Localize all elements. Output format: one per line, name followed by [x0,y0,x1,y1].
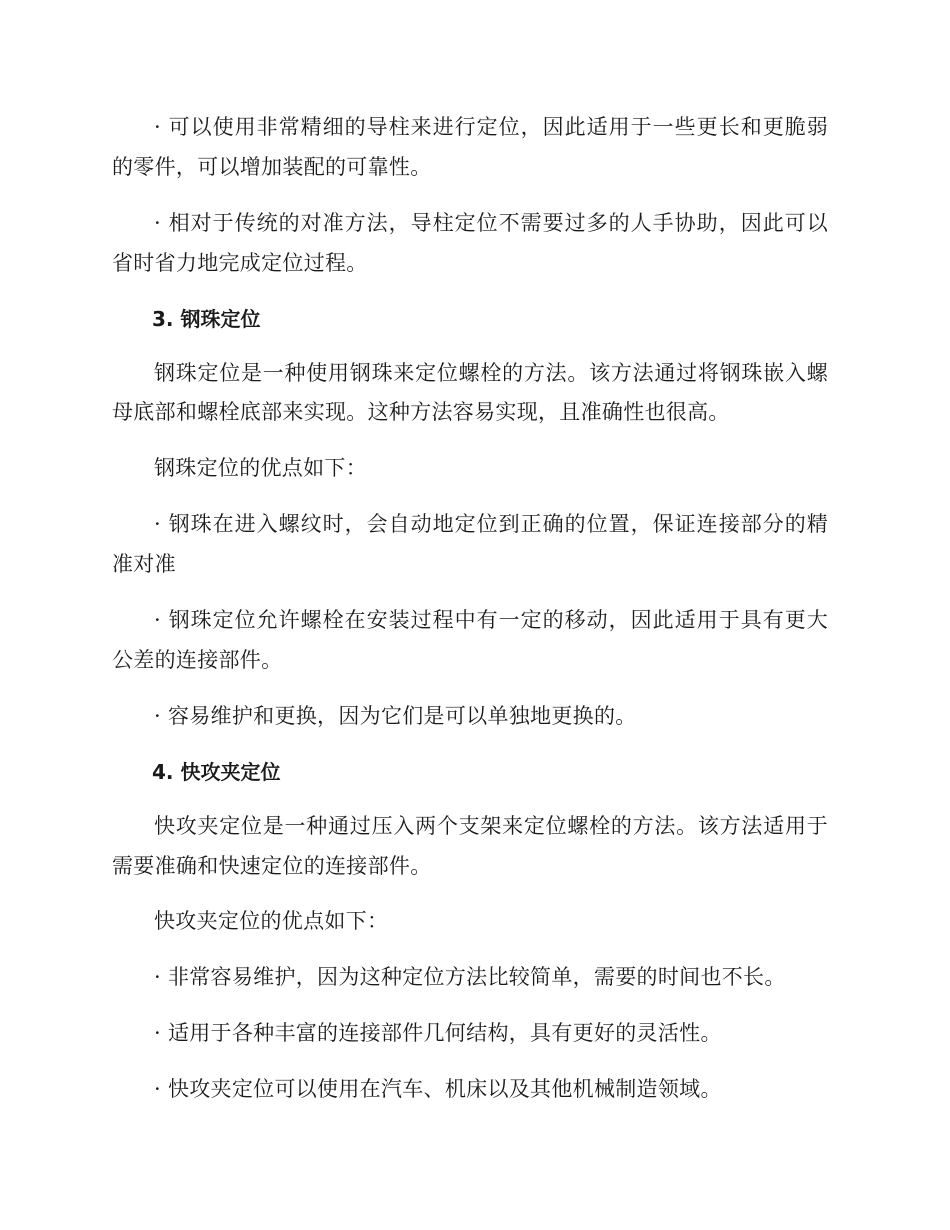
quick-clamp-intro: 快攻夹定位是一种通过压入两个支架来定位螺栓的方法。该方法适用于需要准确和快速定位的连接部件。 [112,813,828,878]
steel-ball-advantages-label: 钢珠定位的优点如下： [154,456,367,481]
bullet-guide-pin-labor: · 相对于传统的对准方法，导柱定位不需要过多的人手协助，因此可以省时省力地完成定位过程。 [112,210,828,275]
document-body [112,108,828,1126]
section-heading-quick-clamp: 4. 快攻夹定位 [152,759,281,784]
bullet-quick-clamp-fields: · 快攻夹定位可以使用在汽车、机床以及其他机械制造领域。 [154,1077,722,1102]
bullet-steel-ball-auto: · 钢珠在进入螺纹时，会自动地定位到正确的位置，保证连接部分的精准对准 [112,512,828,577]
bullet-quick-clamp-flexibility: · 适用于各种丰富的连接部件几何结构，具有更好的灵活性。 [154,1021,722,1046]
bullet-guide-pin-fine: · 可以使用非常精细的导柱来进行定位，因此适用于一些更长和更脆弱的零件，可以增加装配的可靠性。 [112,115,828,179]
bullet-quick-clamp-maintenance: · 非常容易维护，因为这种定位方法比较简单，需要的时间也不长。 [154,965,786,990]
bullet-steel-ball-tolerance: · 钢珠定位允许螺栓在安装过程中有一定的移动，因此适用于具有更大公差的连接部件。 [112,608,828,672]
quick-clamp-advantages-label: 快攻夹定位的优点如下： [154,909,389,934]
bullet-steel-ball-maintenance: · 容易维护和更换，因为它们是可以单独地更换的。 [154,703,637,728]
steel-ball-intro: 钢珠定位是一种使用钢珠来定位螺栓的方法。该方法通过将钢珠嵌入螺母底部和螺栓底部来实现。这种方法容易实现，且准确性也很高。 [112,360,828,425]
section-heading-steel-ball: 3. 钢珠定位 [152,306,261,331]
